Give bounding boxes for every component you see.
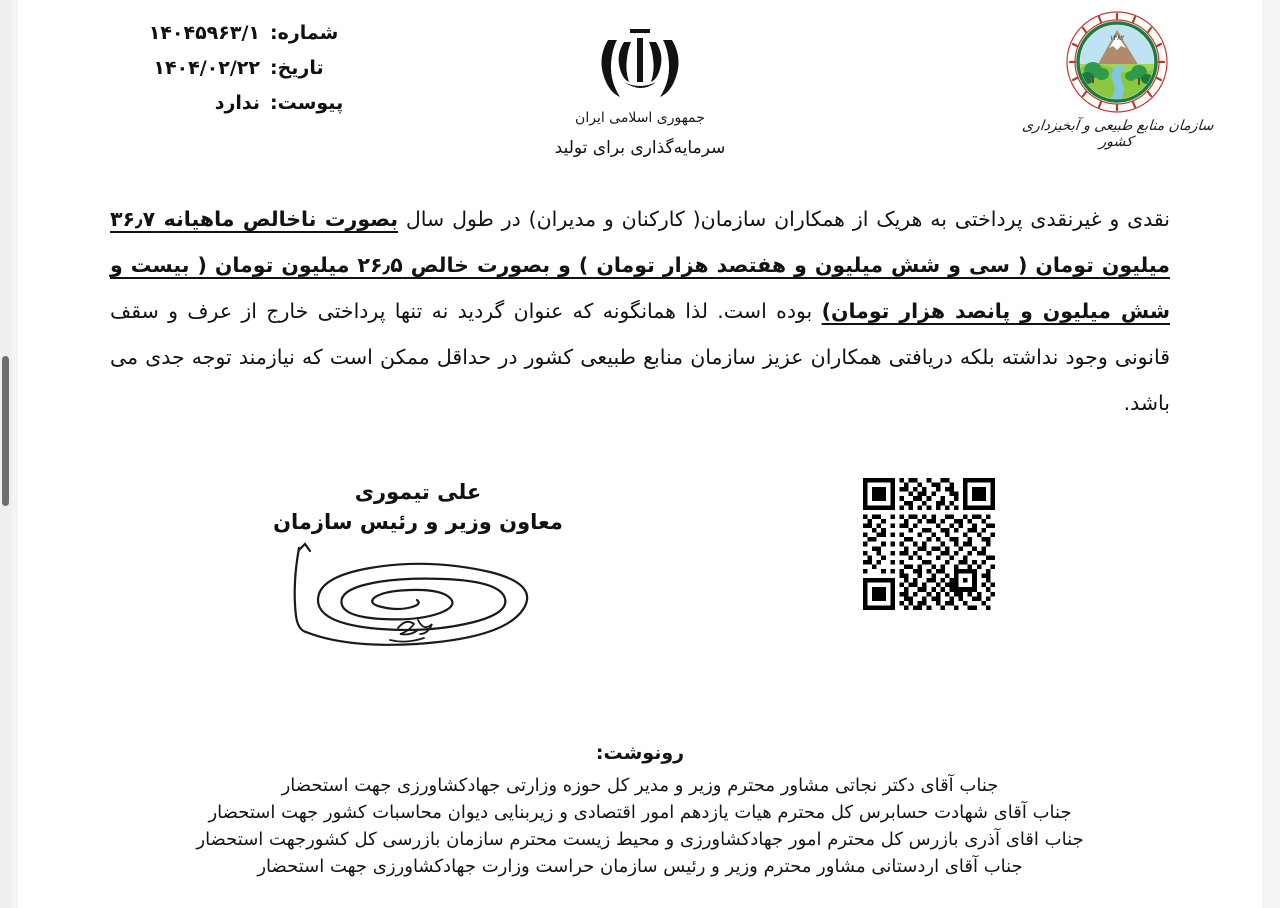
letter-paragraph [110, 196, 1170, 426]
meta-label-date: تاریخ: [270, 57, 324, 79]
organization-caption: سازمان منابع طبیعی و آبخیزداری کشور [1021, 118, 1215, 150]
vertical-scrollbar-track[interactable] [0, 0, 12, 908]
cc-title: رونوشت: [595, 742, 685, 764]
signer-title: معاون وزیر و رئیس سازمان [273, 510, 563, 534]
body-run-intro: نقدی و غیرنقدی پرداختی به هریک از همکاران سازمان( کارکنان و مدیران) در طول سال [398, 207, 1170, 231]
signer-name: علی تیموری [354, 480, 482, 504]
body-run-amounts: بصورت ناخالص ماهیانه ۳۶٫۷ میلیون تومان ( سی و شش میلیون و هفتصد هزار تومان ) و بصورت خالص ۲۶٫۵ میلیون تومان ( بیست و شش میلیون و پانصد هزار تومان) [110, 207, 1170, 323]
national-emblem-caption: جمهوری اسلامی ایران [575, 110, 705, 126]
qr-code-icon[interactable] [863, 478, 995, 614]
natural-resources-watershed-seal-icon [1012, 8, 1222, 116]
meta-label-number: شماره: [270, 22, 339, 44]
cc-line: جناب آقای دکتر نجاتی مشاور محترم وزیر و مدیر کل حوزه وزارتی جهادکشاورزی جهت استحضار [281, 775, 999, 796]
year-slogan: سرمایه‌گذاری برای تولید [554, 138, 726, 158]
national-emblem-block [510, 12, 770, 158]
letterhead [18, 0, 1262, 175]
handwritten-spiral-signature-icon [268, 528, 578, 652]
seal-year-text: ۱۳۸۲ [1109, 34, 1125, 42]
letter-meta-block [118, 22, 348, 127]
cc-line: جناب آقای اردستانی مشاور محترم وزیر و رئیس سازمان حراست وزارت جهادکشاورزی جهت استحضار [257, 856, 1023, 877]
meta-row-attachment [118, 92, 348, 114]
meta-value-number: ۱۴۰۴۵۹۶۳/۱ [148, 22, 260, 44]
letter-body [110, 196, 1170, 426]
meta-value-attachment: ندارد [214, 92, 260, 114]
cc-section [110, 742, 1170, 880]
cc-line: جناب آقای شهادت حسابرس کل محترم هیات یازدهم امور اقتصادی و زیربنایی دیوان محاسبات کشور جهت استحضار [208, 802, 1072, 823]
document-page [18, 0, 1262, 908]
meta-row-date [118, 57, 348, 79]
vertical-scrollbar-thumb[interactable] [2, 356, 9, 506]
iran-national-emblem-icon [510, 12, 770, 108]
organization-seal-block [1012, 8, 1222, 150]
meta-row-number [118, 22, 348, 44]
body-run-conclusion: بوده است. لذا همانگونه که عنوان گردید نه تنها پرداختی خارج از عرف و سقف قانونی وجود نداشته بلکه دریافتی همکاران عزیز سازمان منابع طبیعی کشور در حداقل ممکن است که نیازمند توجه جدی می باشد. [110, 299, 1170, 415]
signature-block [268, 480, 568, 652]
meta-value-date: ۱۴۰۴/۰۲/۲۲ [153, 57, 260, 79]
cc-line: جناب اقای آذری بازرس کل محترم امور جهادکشاورزی و محیط زیست محترم سازمان بازرسی کل کشورجهت استحضار [196, 829, 1084, 850]
meta-label-attachment: پیوست: [270, 92, 344, 114]
